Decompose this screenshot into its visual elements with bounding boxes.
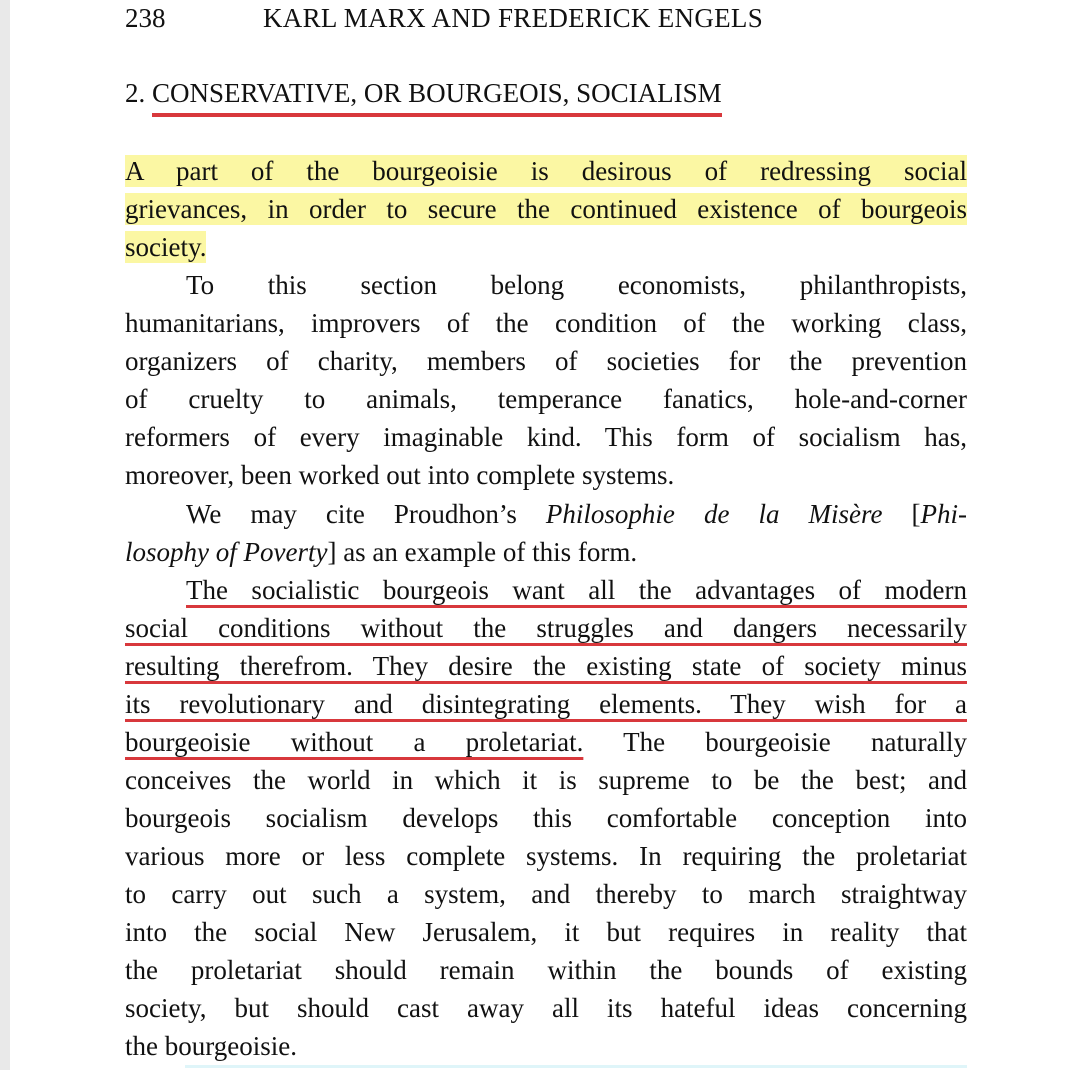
text-run: [	[882, 499, 921, 529]
highlighted-text: A part of the bourgeoisie is desirous of redressing social	[125, 156, 967, 186]
text-line: moreover, been worked out into complete systems.	[125, 460, 675, 490]
highlighted-text: society.	[125, 232, 207, 262]
running-header	[125, 3, 967, 37]
book-title-english-part: Phi-	[920, 499, 967, 529]
text-line: To this section belong economists, philanthropists,	[186, 270, 967, 300]
paragraph-proudhon	[125, 495, 967, 571]
text-line: the proletariat should remain within the bounds of existing	[125, 955, 967, 985]
text-run: ] as an example of this form.	[327, 537, 638, 567]
text-line: various more or less complete systems. In requiring the proletariat	[125, 841, 967, 871]
section-heading	[125, 78, 722, 109]
underlined-text: social conditions without the struggles and dangers necessarily	[125, 613, 967, 643]
text-line	[125, 190, 967, 228]
text-line	[125, 571, 967, 609]
section-number: 2.	[125, 78, 146, 108]
text-line	[125, 152, 967, 190]
text-line: the bourgeoisie.	[125, 1031, 297, 1061]
text-line: to carry out such a system, and thereby to march straightway	[125, 879, 967, 909]
text-line	[125, 533, 967, 571]
text-line	[125, 685, 967, 723]
text-line	[125, 609, 967, 647]
page-left-edge	[0, 0, 10, 1070]
paragraph-socialistic-bourgeois	[125, 571, 967, 1065]
bottom-divider	[185, 1065, 967, 1068]
page-number: 238	[125, 3, 166, 33]
paragraph-highlighted	[125, 152, 967, 266]
text-line	[125, 723, 967, 761]
text-line: of cruelty to animals, temperance fanatics, hole-and-corner	[125, 384, 967, 414]
text-line	[125, 228, 967, 266]
text-line: organizers of charity, members of societies for the prevention	[125, 346, 967, 376]
highlighted-text: grievances, in order to secure the continued existence of bourgeois	[125, 194, 967, 224]
text-run: The bourgeoisie naturally	[583, 727, 967, 757]
text-line	[125, 495, 967, 533]
text-line: society, but should cast away all its hateful ideas concerning	[125, 993, 967, 1023]
book-title-english-part: losophy of Poverty	[125, 537, 328, 567]
text-line: into the social New Jerusalem, it but requires in reality that	[125, 917, 967, 947]
text-line: bourgeois socialism develops this comfortable conception into	[125, 803, 967, 833]
underlined-text: The socialistic bourgeois want all the advantages of modern	[186, 575, 967, 605]
underlined-text: its revolutionary and disintegrating elements. They wish for a	[125, 689, 967, 719]
paragraph-members	[125, 266, 967, 494]
book-title-french: Philosophie de la Misère	[545, 499, 883, 529]
text-run: We may cite Proudhon’s	[186, 499, 546, 529]
text-line: humanitarians, improvers of the condition of the working class,	[125, 308, 967, 338]
section-title: CONSERVATIVE, OR BOURGEOIS, SOCIALISM	[152, 78, 722, 117]
text-line: reformers of every imaginable kind. This form of socialism has,	[125, 422, 967, 452]
running-title: KARL MARX AND FREDERICK ENGELS	[263, 3, 764, 33]
text-line: conceives the world in which it is supreme to be the best; and	[125, 765, 967, 795]
underlined-text: resulting therefrom. They desire the existing state of society minus	[125, 651, 967, 681]
text-line	[125, 647, 967, 685]
underlined-text: bourgeoisie without a proletariat.	[125, 727, 584, 757]
